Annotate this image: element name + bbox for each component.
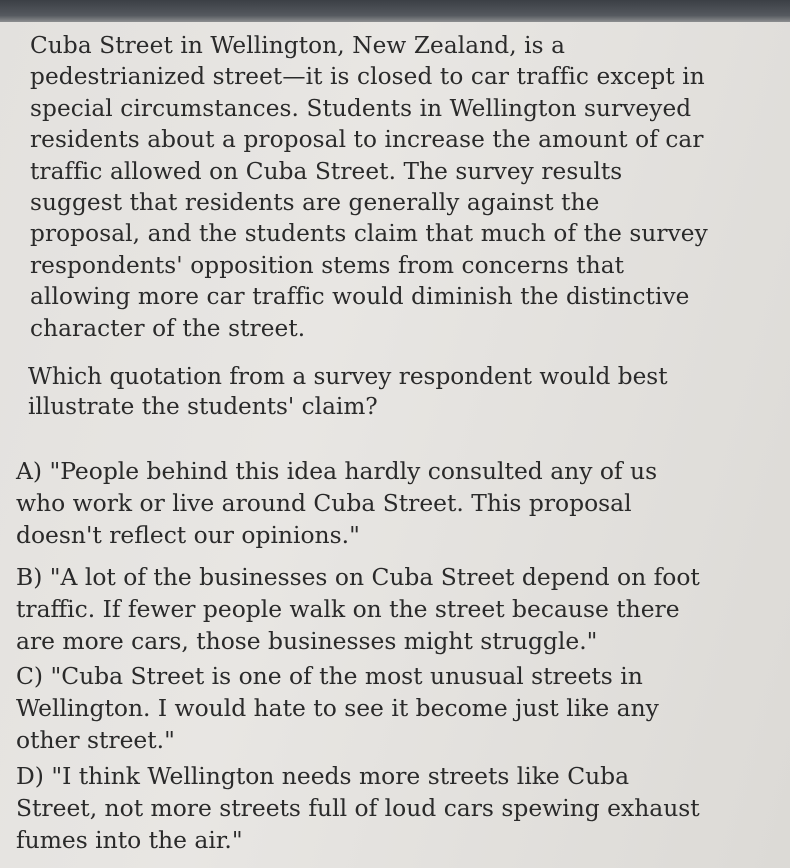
passage-line: allowing more car traffic would diminish the distinctive (30, 283, 690, 311)
choice-line: Street, not more streets full of loud cars spewing exhaust (16, 794, 700, 822)
choice-line: traffic. If fewer people walk on the street because there (16, 595, 680, 623)
answer-choice-d[interactable] (16, 760, 781, 856)
passage-line: pedestrianized street—it is closed to car traffic except in (30, 63, 705, 91)
question-line: illustrate the students' claim? (28, 393, 378, 420)
choice-line: D) "I think Wellington needs more streets like Cuba (16, 762, 630, 790)
passage-line: proposal, and the students claim that much of the survey (30, 220, 708, 248)
choice-line: other street." (16, 726, 175, 754)
passage-line: traffic allowed on Cuba Street. The survey results (30, 157, 623, 185)
question-line: Which quotation from a survey respondent would best (28, 363, 668, 390)
choice-line: C) "Cuba Street is one of the most unusual streets in (16, 662, 643, 690)
choice-line: are more cars, those businesses might struggle." (16, 627, 598, 655)
choice-line: B) "A lot of the businesses on Cuba Street depend on foot (16, 563, 700, 591)
passage-text (30, 30, 775, 344)
passage-line: character of the street. (30, 314, 306, 342)
passage-line: suggest that residents are generally against the (30, 189, 600, 217)
choice-line: A) "People behind this idea hardly consulted any of us (16, 457, 658, 485)
passage-line: residents about a proposal to increase the amount of car (30, 126, 704, 154)
answer-choice-b[interactable] (16, 561, 781, 657)
answer-choice-a[interactable] (16, 455, 781, 551)
passage-line: special circumstances. Students in Wellington surveyed (30, 94, 692, 122)
question-prompt (28, 362, 773, 422)
choice-line: doesn't reflect our opinions." (16, 521, 360, 549)
choice-line: fumes into the air." (16, 826, 243, 854)
passage-line: Cuba Street in Wellington, New Zealand, is a (30, 32, 566, 59)
passage-line: respondents' opposition stems from concerns that (30, 251, 625, 279)
choice-line: who work or live around Cuba Street. This proposal (16, 489, 632, 517)
top-dark-edge (0, 0, 790, 22)
choice-line: Wellington. I would hate to see it become just like any (16, 694, 659, 722)
answer-choice-c[interactable] (16, 660, 781, 756)
